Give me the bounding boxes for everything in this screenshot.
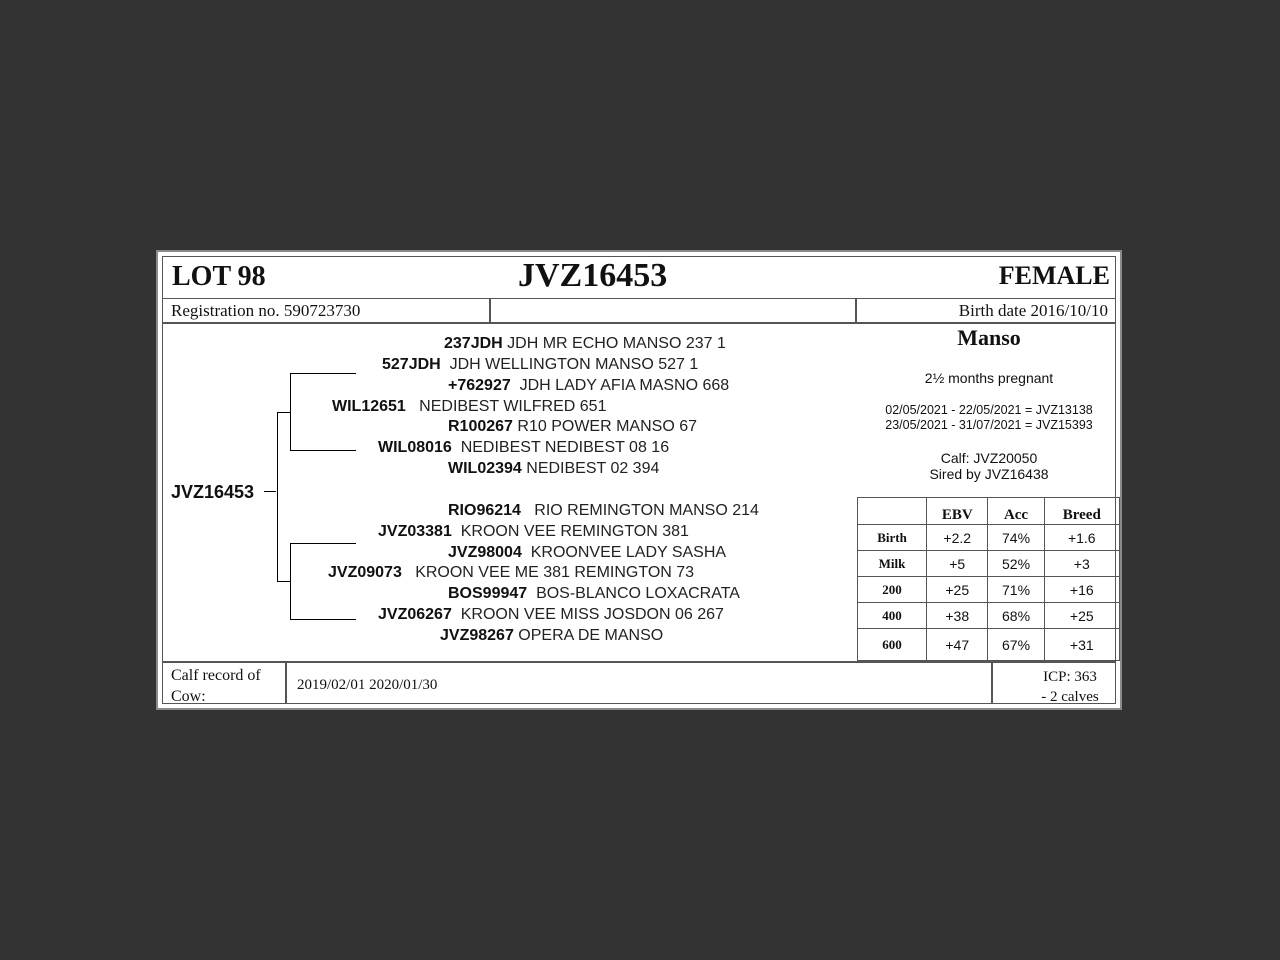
ebv-value: +38 <box>927 603 988 629</box>
pedigree-line <box>290 373 356 374</box>
calf-sire: Sired by JVZ16438 <box>929 466 1049 482</box>
pedigree-line <box>264 491 276 492</box>
pregnancy-status: 2½ months pregnant <box>924 370 1054 386</box>
pedigree-line <box>290 373 291 451</box>
ebv-value: +47 <box>927 629 988 661</box>
pedigree-line <box>290 619 356 620</box>
row-label: 600 <box>858 629 927 661</box>
table-row <box>858 577 1120 603</box>
pedigree-entry: JVZ06267 KROON VEE MISS JOSDON 06 267 <box>378 606 724 623</box>
breed-value: +3 <box>1044 551 1119 577</box>
breed-value: +25 <box>1044 603 1119 629</box>
row-label: Milk <box>858 551 927 577</box>
animal-id-title: JVZ16453 <box>518 257 668 294</box>
breed-value: +31 <box>1044 629 1119 661</box>
acc-value: 68% <box>988 603 1044 629</box>
icp-value: ICP: 363 <box>1043 669 1097 685</box>
table-header-empty <box>858 498 927 525</box>
mating-period: 23/05/2021 - 31/07/2021 = JVZ15393 <box>885 418 1093 432</box>
calves-count: - 2 calves <box>1041 689 1099 705</box>
pedigree-entry: JVZ09073 KROON VEE ME 381 REMINGTON 73 <box>328 564 695 581</box>
table-row <box>858 551 1120 577</box>
birth-date: Birth date 2016/10/10 <box>958 301 1108 320</box>
table-header-row <box>858 498 1120 525</box>
pedigree-subject: JVZ16453 <box>171 482 255 502</box>
row-label: 400 <box>858 603 927 629</box>
pedigree-entry: RIO96214 RIO REMINGTON MANSO 214 <box>448 502 759 519</box>
pedigree-entry: +762927 JDH LADY AFIA MASNO 668 <box>448 377 730 394</box>
pedigree-line <box>290 543 356 544</box>
pedigree-line <box>277 412 291 413</box>
pedigree-entry: BOS99947 BOS-BLANCO LOXACRATA <box>448 585 740 602</box>
lot-number: LOT 98 <box>172 261 266 292</box>
icp-info <box>1020 667 1120 707</box>
pedigree-entry: JVZ03381 KROON VEE REMINGTON 381 <box>378 523 689 540</box>
ebv-table <box>857 497 1120 661</box>
pedigree-entry: JVZ98267 OPERA DE MANSO <box>440 627 664 644</box>
row-label: Birth <box>858 525 927 551</box>
acc-value: 71% <box>988 577 1044 603</box>
table-header: Acc <box>988 498 1044 525</box>
pedigree-entry: R100267 R10 POWER MANSO 67 <box>448 418 698 435</box>
lot-card <box>156 250 1122 710</box>
ebv-value: +5 <box>927 551 988 577</box>
ebv-value: +25 <box>927 577 988 603</box>
table-row <box>858 629 1120 661</box>
pedigree-line <box>277 412 278 582</box>
pedigree-line <box>290 450 356 451</box>
pedigree-line <box>277 581 291 582</box>
calf-record-dates: 2019/02/01 2020/01/30 <box>297 677 438 693</box>
mating-period: 02/05/2021 - 22/05/2021 = JVZ13138 <box>885 403 1093 417</box>
table-row <box>858 603 1120 629</box>
pedigree-entry: JVZ98004 KROONVEE LADY SASHA <box>448 544 727 561</box>
acc-value: 67% <box>988 629 1044 661</box>
blank-box <box>490 298 856 323</box>
pedigree-entry: 527JDH JDH WELLINGTON MANSO 527 1 <box>382 356 699 373</box>
breed-value: +1.6 <box>1044 525 1119 551</box>
pedigree-entry: WIL12651 NEDIBEST WILFRED 651 <box>332 398 607 415</box>
pedigree-line <box>290 543 291 620</box>
calf-record-label: Calf record of Cow: <box>171 667 261 705</box>
breed-value: +16 <box>1044 577 1119 603</box>
breed-name: Manso <box>957 325 1021 350</box>
table-header: Breed <box>1044 498 1119 525</box>
row-label: 200 <box>858 577 927 603</box>
table-header: EBV <box>927 498 988 525</box>
pedigree-entry: WIL02394 NEDIBEST 02 394 <box>448 460 660 477</box>
acc-value: 52% <box>988 551 1044 577</box>
acc-value: 74% <box>988 525 1044 551</box>
registration-number: Registration no. 590723730 <box>171 301 361 320</box>
sex-label: FEMALE <box>998 261 1110 290</box>
table-row <box>858 525 1120 551</box>
calf-id: Calf: JVZ20050 <box>940 450 1038 466</box>
ebv-value: +2.2 <box>927 525 988 551</box>
pedigree-entry: WIL08016 NEDIBEST NEDIBEST 08 16 <box>378 439 670 456</box>
pedigree-entry: 237JDH JDH MR ECHO MANSO 237 1 <box>444 335 726 352</box>
